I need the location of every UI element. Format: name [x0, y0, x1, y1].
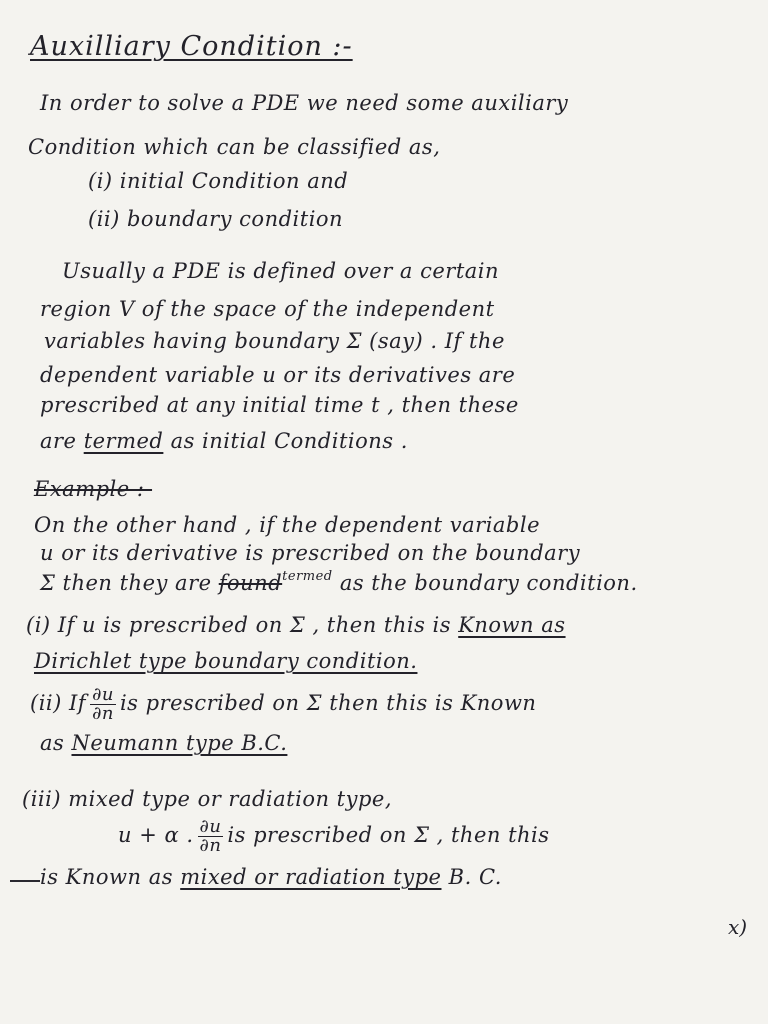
paragraph-line-5: prescribed at any initial time t , then these [40, 393, 519, 417]
mixed-heading: (iii) mixed type or radiation type, [22, 787, 393, 811]
dirichlet-name: Dirichlet type boundary condition. [34, 649, 418, 673]
neumann-if: (ii) If [30, 691, 87, 715]
neumann-denominator: ∂n [92, 703, 114, 724]
mixed-numerator: ∂u [199, 816, 222, 837]
paragraph-underlined-termed: termed [83, 429, 164, 453]
paragraph-line-4: dependent variable u or its derivatives are [40, 363, 516, 387]
boundary-then-they-are: Σ then they are [40, 571, 212, 595]
neumann-name-line [40, 730, 287, 756]
mixed-name-line [40, 864, 502, 890]
neumann-numerator: ∂u [92, 684, 114, 705]
mixed-denominator: ∂n [199, 835, 222, 856]
paragraph-line-6 [40, 428, 408, 454]
paragraph-word-are: are [40, 429, 77, 453]
paragraph-initial-conditions: as initial Conditions . [170, 429, 408, 453]
dirichlet-line [26, 612, 566, 638]
paragraph-line-2: region V of the space of the independent [40, 297, 495, 321]
condition-item-boundary: (ii) boundary condition [88, 207, 344, 231]
mixed-name: mixed or radiation type [180, 865, 442, 889]
mixed-expression: u + α . [118, 823, 194, 847]
boundary-condition-text: as the boundary condition. [339, 571, 638, 595]
dirichlet-definition: (i) If u is prescribed on Σ , then this is [26, 613, 452, 637]
mixed-derivative-fraction [198, 818, 224, 855]
boundary-line-3 [40, 570, 638, 600]
condition-item-initial: (i) initial Condition and [88, 169, 349, 193]
boundary-struck-word: found [218, 571, 283, 595]
dirichlet-known-as: Known as [458, 613, 566, 637]
intro-line-1: In order to solve a PDE we need some auxiliary [40, 91, 569, 115]
neumann-name: Neumann type B.C. [71, 731, 288, 755]
neumann-definition: is prescribed on Σ then this is Known [119, 691, 537, 715]
boundary-line-1: On the other hand , if the dependent variable [34, 513, 541, 537]
neumann-as: as [40, 731, 65, 755]
margin-dash [10, 880, 40, 882]
mixed-definition: is prescribed on Σ , then this [227, 823, 550, 847]
example-label: Example :- [34, 477, 153, 501]
paragraph-line-1: Usually a PDE is defined over a certain [62, 259, 500, 283]
page-title: Auxilliary Condition :- [30, 31, 353, 62]
intro-line-2: Condition which can be classified as, [28, 135, 441, 159]
mixed-definition-line [118, 818, 550, 855]
mixed-known-as: is Known as [40, 865, 173, 889]
paragraph-line-3: variables having boundary Σ (say) . If the [44, 329, 505, 353]
neumann-derivative-fraction [90, 686, 116, 723]
corner-mark: x) [728, 915, 748, 939]
boundary-inserted-word: termed [282, 569, 333, 584]
neumann-line [30, 686, 536, 723]
boundary-line-2: u or its derivative is prescribed on the boundary [40, 541, 581, 565]
mixed-bc: B. C. [448, 865, 502, 889]
